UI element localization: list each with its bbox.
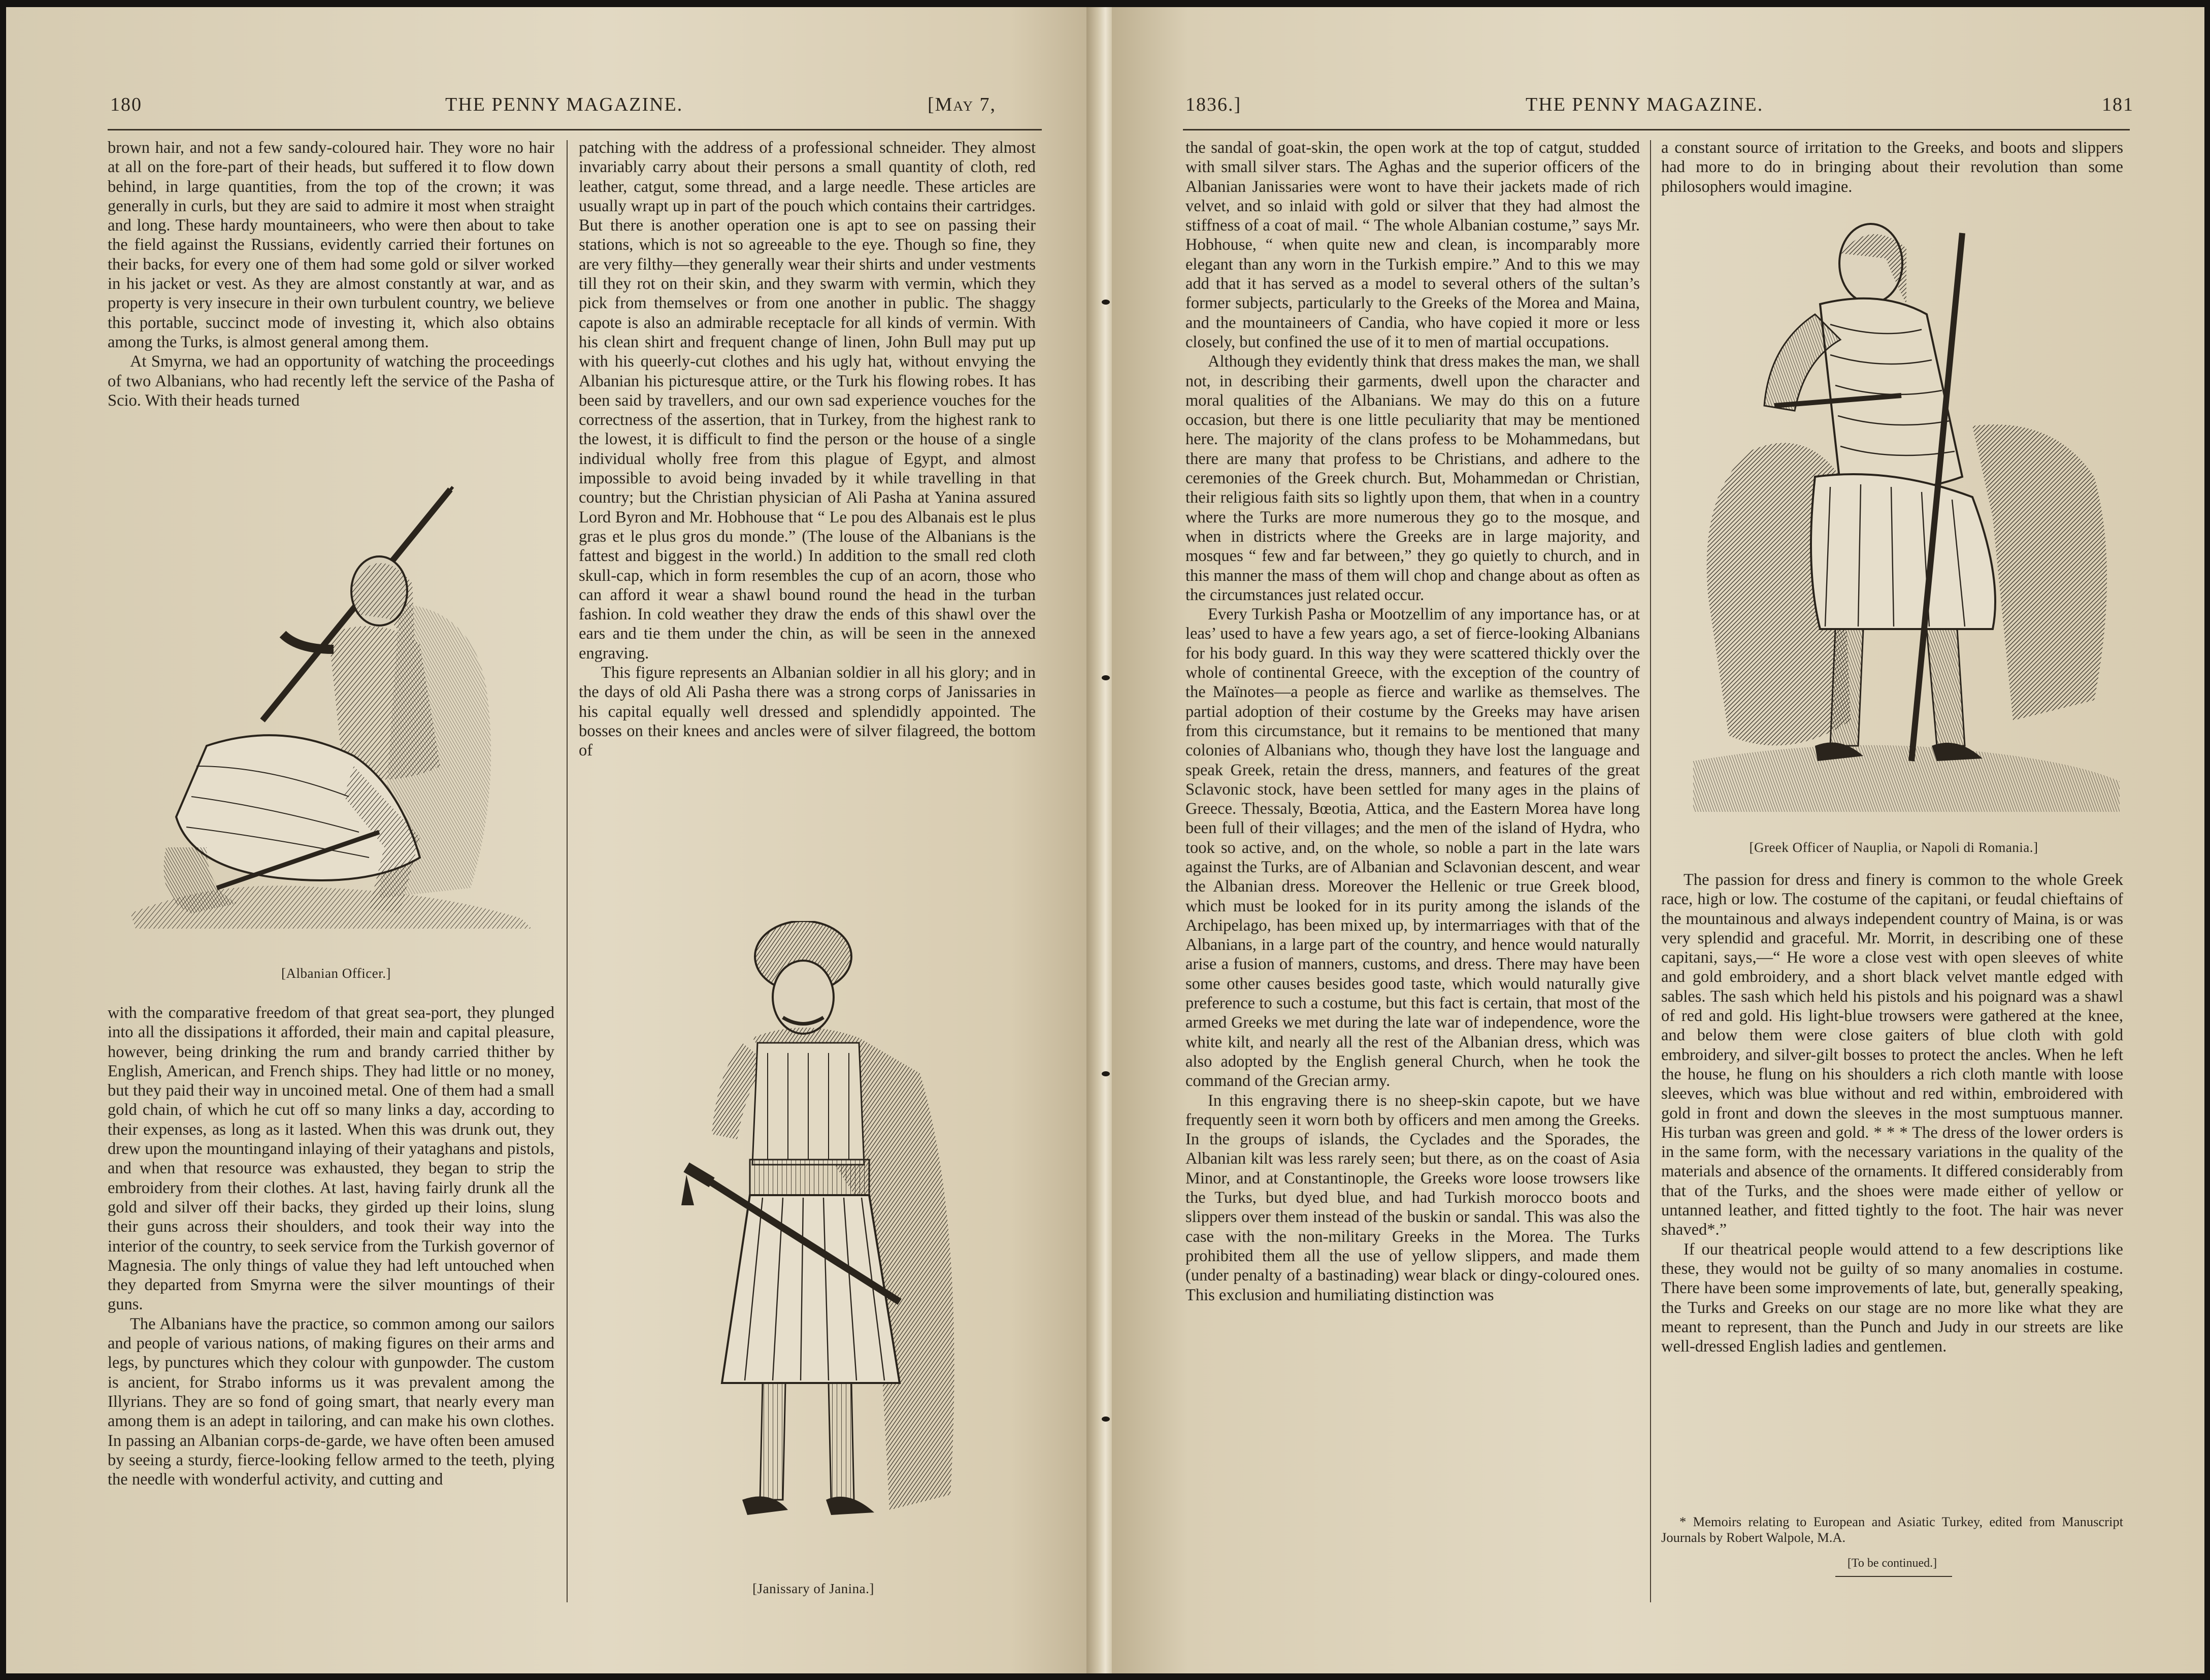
binding-stitch-hole xyxy=(1102,1417,1110,1422)
paragraph: This figure represents an Albanian soldier in all his glory; and in the days of old Ali Pasha there was a strong corps of Janissaries in his capital equally well dressed and splendidly appointed. The bosses on their knees and ancles were of silver filagreed, the bottom of xyxy=(579,664,1036,760)
paragraph: Every Turkish Pasha or Mootzellim of any importance has, or at leas’ used to have a few years ago, a set of fierce-looking Albanians for his body guard. In this way they were scattered thickly over the whole of continental Greece, with the exception of the country of the Maïnotes—a people as fierce and warlike as themselves. The partial adoption of their costume by the Greeks may have arisen from this circumstance, but it remains to be mentioned that many colonies of Albanians who, though they have lost the language and speak Greek, retain the dress, manners, and features of the great Sclavonic stock, have been settled for many ages in the plains of Greece. Thessaly, Bœotia, Attica, and the Eastern Morea have long been full of their villages; and the men of the island of Hydra, who took so active, and, on the whole, so noble a part in the late wars against the Turks, are of Albanian and Sclavonian descent, and wear the Albanian dress. Moreover the Hellenic or true Greek blood, which must be looked for in its purity among the islands of the Archipelago, has been mixed up, by intermarriages with that of the Albanians, in a large part of the country, and hence would naturally arise a fusion of manners, customs, and dress. There may have been some other causes besides good taste, which would naturally give preference to such a costume, but this fact is certain, that most of the armed Greeks we met during the late war of independence, wore the white kilt, and nearly all the rest of the Albanian dress, which was also adopted by the English general Church, when he took the command of the Grecian army. xyxy=(1185,605,1640,1091)
left-header-rule xyxy=(108,129,1042,130)
left-running-title: THE PENNY MAGAZINE. xyxy=(445,94,683,115)
albanian-officer-engraving xyxy=(115,482,557,954)
paragraph: The Albanians have the practice, so common among our sailors and people of various nations, of making figures on their arms and legs, by punctures which they colour with gunpowder. The custom is ancient, for Strabo informs us it was prevalent among the Illyrians. They are so fond of going smart, that nearly every man among them is an adept in tailoring, and can make his own clothes. In passing an Albanian corps-de-garde, we have often been amused by seeing a sturdy, fierce-looking fellow armed to the teeth, plying the needle with wonderful activity, and cutting and xyxy=(108,1314,554,1489)
left-column-1-bottom xyxy=(108,1003,554,1489)
right-running-title: THE PENNY MAGAZINE. xyxy=(1526,94,1764,115)
right-page xyxy=(1112,7,2204,1673)
paragraph: Although they evidently think that dress makes the man, we shall not, in describing their garments, dwell upon the character and moral qualities of the Albanians. We may do this on a future occasion, but there is one little peculiarity that may be mentioned here. The majority of the clans profess to be Mohammedans, but there are many that profess to be Christians, and adhere to the ceremonies of the Greek church. But, Mohammedan or Christian, their religious faith sits so lightly upon them, that when in a country where the Turks are more numerous they go to the mosque, and when in districts where the Greeks are in large majority, and mosques “ few and far between,” they go quietly to church, and in this manner the mass of them will chop and change about as often as the circumstances just related occur. xyxy=(1185,352,1640,604)
paragraph: If our theatrical people would attend to a few descriptions like these, they would not be guilty of so many anomalies in costume. There have been some improvements of late, but, generally speaking, the Turks and Greeks on our stage are no more like what they are meant to represent, than the Punch and Judy in our streets are like well-dressed English ladies and gentlemen. xyxy=(1661,1240,2123,1356)
left-page-number: 180 xyxy=(110,94,142,115)
left-column-rule xyxy=(567,140,568,1602)
janissary-engraving xyxy=(636,921,991,1576)
binding-stitch-hole xyxy=(1102,1071,1110,1076)
paragraph: patching with the address of a professional schneider. They almost invariably carry about their persons a small quantity of cloth, red leather, catgut, some thread, and a large needle. These articles are usually wrapt up in part of the pouch which contains their cartridges. But there is another operation one is apt to see on passing their stations, which is not so agreeable to the eye. Though so fine, they are very filthy—they generally wear their shirts and under vestments till they rot on their skin, and they swarm with vermin, which they pick from themselves or from one another in public. The shaggy capote is also an admirable receptacle for all kinds of vermin. With his clean shirt and frequent change of linen, John Bull may put up with his queerly-cut clothes and his ugly hat, without envying the Albanian his picturesque attire, or the Turk his flowing robes. It has been said by travellers, and our own sad experience vouches for the correctness of the assertion, that in Turkey, from the highest rank to the lowest, it is difficult to find the person or the house of a single individual wholly free from this plague of Egypt, and almost impossible to avoid being invaded by it while travelling in that country; but the Christian physician of Ali Pasha at Yanina assured Lord Byron and Mr. Hobhouse that “ Le pou des Albanais est le plus gras et le plus gros du monde.” (The louse of the Albanians is the fattest and biggest in the world.) In addition to the small red cloth skull-cap, which in form resembles the cup of an acorn, those who can afford it wear a shawl bound round the head in the turban fashion. In cold weather they draw the ends of this shawl over the ears and tie them under the chin, as will be seen in the annexed engraving. xyxy=(579,139,1036,663)
binding-stitch-hole xyxy=(1102,675,1110,680)
right-page-number: 181 xyxy=(2102,94,2134,115)
right-column-rule xyxy=(1650,140,1651,1602)
albanian-officer-caption: [Albanian Officer.] xyxy=(281,966,391,981)
paragraph: with the comparative freedom of that great sea-port, they plunged into all the dissipations it afforded, their main and capital pleasure, however, being drinking the rum and brandy carried thither by English, American, and French ships. They had little or no money, but they paid their way in uncoined metal. One of them had a small gold chain, of which he cut off so many links a day, according to their expenses, as long as it lasted. When this was drunk out, they drew upon the mountingand inlaying of their yataghans and pistols, and when that resource was exhausted, they began to strip the embroidery from their clothes. At last, having fairly drunk all the gold and silver off their backs, they girded up their loins, slung their guns across their shoulders, and took their way into the interior of the country, to seek service from the Turkish governor of Magnesia. The only things of value they had left untouched when they departed from Smyrna were the silver mountings of their guns. xyxy=(108,1004,554,1314)
janissary-illustration xyxy=(636,921,991,1576)
greek-officer-caption: [Greek Officer of Nauplia, or Napoli di Romania.] xyxy=(1749,840,2038,855)
paragraph: The passion for dress and finery is common to the whole Greek race, high or low. The costume of the capitani, or feudal chieftains of the mountainous and always independent country of Maina, is or was very splendid and graceful. Mr. Morrit, in describing one of these capitani, says,—“ He wore a close vest with open sleeves of white and gold embroidery, and a short black velvet mantle edged with sables. The sash which held his pistols and his poignard was a shawl of red and gold. His light-blue trowsers were gathered at the knee, and below them were close gaiters of blue cloth with gold embroidery, and silver-gilt bosses to protect the ancles. When he left the house, he flung on his shoulders a rich cloth mantle with loose sleeves, which was blue without and red within, embroidered with gold in front and down the sleeves in the most sumptuous manner. His turban was green and gold. * * * The dress of the lower orders is in the same form, with the necessary variations in the quality of the materials and absence of the ornaments. It differed considerably from that of the Turks, and the shoes were made either of yellow or untanned leather, and fitted tightly to the foot. The hair was never shaved*.” xyxy=(1661,871,2123,1239)
to-be-continued: [To be continued.] xyxy=(1847,1557,1937,1570)
paragraph: a constant source of irritation to the Greeks, and boots and slippers had more to do in bringing about their revolution than some philosophers would imagine. xyxy=(1661,139,2123,196)
left-column-1-top xyxy=(108,138,554,410)
footnote-text: * Memoirs relating to European and Asiatic Turkey, edited from Manuscript Journals by Robert Walpole, M.A. xyxy=(1661,1514,2123,1545)
binding-stitch-hole xyxy=(1102,300,1110,305)
right-column-4-bottom xyxy=(1661,870,2123,1356)
paragraph: brown hair, and not a few sandy-coloured hair. They wore no hair at all on the fore-part of their heads, but suffered it to flow down behind, in large quantities, from the top of the crown; it was generally in curls, but they are said to admire it most when straight and long. These hardy mountaineers, who were then about to take the field against the Russians, evidently carried their fortunes on their backs, for every one of them had some gold or silver worked in his jacket or vest. As they are almost constantly at war, and as property is very insecure in their own turbulent country, we believe this portable, succinct mode of investing it, which also obtains among the Turks, is almost general among them. xyxy=(108,139,554,351)
right-column-3 xyxy=(1185,138,1640,1305)
right-running-date: 1836.] xyxy=(1185,94,1242,115)
paragraph: At Smyrna, we had an opportunity of watching the proceedings of two Albanians, who had recently left the service of the Pasha of Scio. With their heads turned xyxy=(108,352,554,410)
greek-officer-illustration xyxy=(1688,213,2125,832)
janissary-caption: [Janissary of Janina.] xyxy=(752,1581,874,1596)
footnote xyxy=(1661,1514,2123,1545)
paragraph: the sandal of goat-skin, the open work at the top of catgut, studded with small silver stars. The Aghas and the superior officers of the Albanian Janissaries were wont to have their jackets made of rich velvet, and so inlaid with gold or silver that they had almost the stiffness of a coat of mail. “ The whole Albanian costume,” says Mr. Hobhouse, “ when quite new and clean, is incomparably more elegant than any worn in the Turkish empire.” And to this we may add that it has served as a model to several others of the sultan’s former subjects, particularly to the Greeks of the Morea and Maina, and the mountaineers of Candia, who have copied it more or less closely, but confined the use of it to men of martial occupations. xyxy=(1185,139,1640,351)
right-column-4-top xyxy=(1661,138,2123,196)
greek-officer-engraving xyxy=(1688,213,2125,832)
closing-rule xyxy=(1835,1576,1952,1577)
left-column-2 xyxy=(579,138,1036,761)
left-running-date: [May 7, xyxy=(928,94,996,115)
right-header-rule xyxy=(1183,129,2130,130)
paragraph: In this engraving there is no sheep-skin capote, but we have frequently seen it worn both by officers and men among the Greeks. In the groups of islands, the Cyclades and the Sporades, the Albanian kilt was less rarely seen; but there, as on the coast of Asia Minor, and at Constantinople, the Greeks wore loose trowsers like the Turks, but dyed blue, and had Turkish morocco boots and slippers over them instead of the buskin or sandal. This was also the case with the non-military Greeks in the Morea. The Turks prohibited them all the use of yellow slippers, and made them (under penalty of a bastinading) wear black or dingy-coloured ones. This exclusion and humiliating distinction was xyxy=(1185,1091,1640,1304)
albanian-officer-illustration xyxy=(115,482,557,954)
left-page xyxy=(6,7,1098,1673)
